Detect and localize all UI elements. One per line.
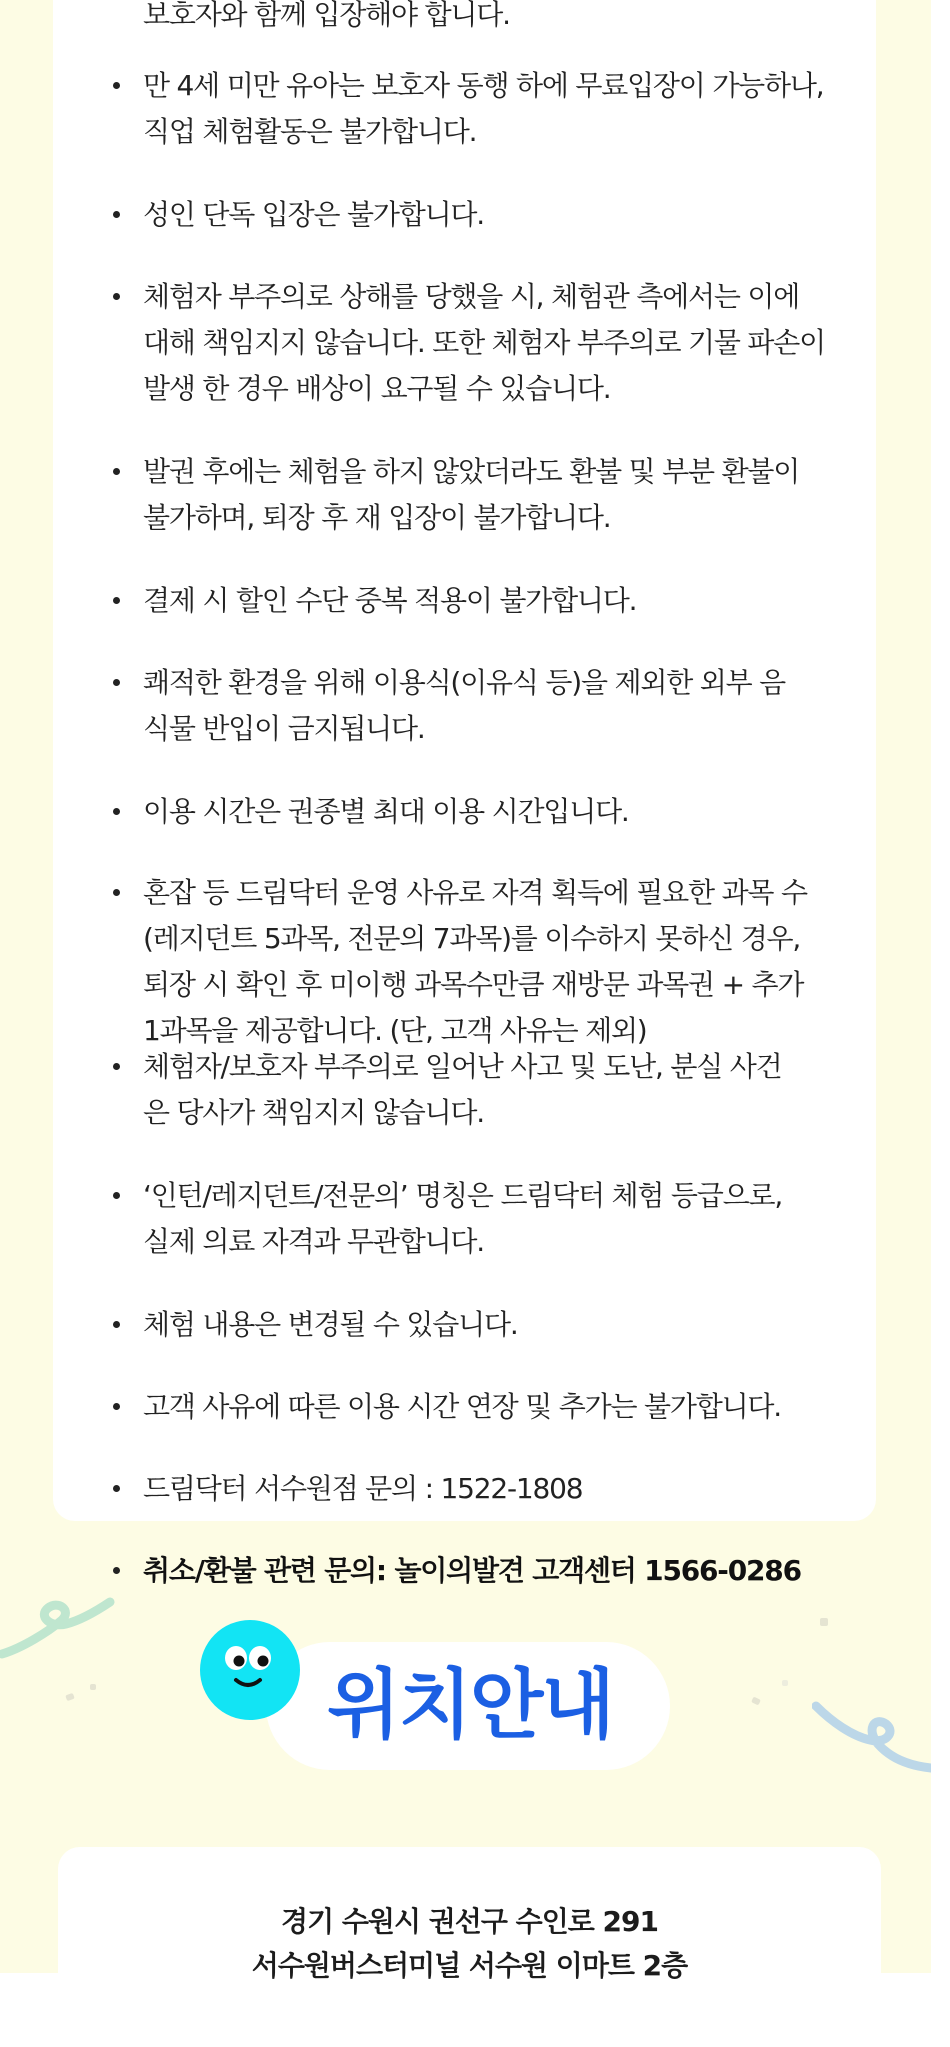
notice-line: 체험 내용은 변경될 수 있습니다. bbox=[143, 1308, 518, 1341]
address-line-1: 경기 수원시 권선구 수인로 291 bbox=[281, 1905, 658, 1938]
notice-line: 체험자 부주의로 상해를 당했을 시, 체험관 측에서는 이에 bbox=[143, 280, 800, 313]
notice-line: 1과목을 제공합니다. (단, 고객 사유는 제외) bbox=[143, 1014, 647, 1047]
notice-line: 대해 책임지지 않습니다. 또한 체험자 부주의로 기물 파손이 bbox=[143, 326, 825, 359]
bullet-icon bbox=[113, 889, 120, 896]
notice-line: 취소/환불 관련 문의: 놀이의발견 고객센터 1566-0286 bbox=[143, 1554, 801, 1587]
bullet-icon bbox=[113, 293, 120, 300]
notice-line: 결제 시 할인 수단 중복 적용이 불가합니다. bbox=[143, 584, 637, 617]
notice-line: 고객 사유에 따른 이용 시간 연장 및 추가는 불가합니다. bbox=[143, 1390, 781, 1423]
notice-card bbox=[53, 0, 876, 1587]
bullet-icon bbox=[113, 1567, 120, 1574]
bullet-icon bbox=[113, 211, 120, 218]
location-title: 위치안내 bbox=[327, 1660, 613, 1749]
bullet-icon bbox=[113, 1063, 120, 1070]
bullet-icon bbox=[113, 1192, 120, 1199]
notice-line: 만 4세 미만 유아는 보호자 동행 하에 무료입장이 가능하나, bbox=[143, 69, 824, 102]
notice-line: ‘인턴/레지던트/전문의’ 명칭은 드림닥터 체험 등급으로, bbox=[143, 1179, 783, 1212]
bullet-icon bbox=[113, 808, 120, 815]
notice-line: 불가하며, 퇴장 후 재 입장이 불가합니다. bbox=[143, 501, 611, 534]
bullet-icon bbox=[113, 679, 120, 686]
notice-line: 발생 한 경우 배상이 요구될 수 있습니다. bbox=[143, 372, 611, 405]
notice-line: 발권 후에는 체험을 하지 않았더라도 환불 및 부분 환불이 bbox=[143, 455, 800, 488]
notice-line: 보호자와 함께 입장해야 합니다. bbox=[143, 0, 510, 31]
bullet-icon bbox=[113, 597, 120, 604]
bullet-icon bbox=[113, 82, 120, 89]
notice-line: 식물 반입이 금지됩니다. bbox=[143, 712, 425, 745]
notice-line: 쾌적한 환경을 위해 이용식(이유식 등)을 제외한 외부 음 bbox=[143, 666, 786, 699]
notice-line: 드림닥터 서수원점 문의 : 1522-1808 bbox=[143, 1472, 583, 1505]
address-line-2: 서수원버스터미널 서수원 이마트 2층 bbox=[251, 1949, 688, 1982]
notice-line: 체험자/보호자 부주의로 일어난 사고 및 도난, 분실 사건 bbox=[143, 1050, 782, 1083]
bullet-icon bbox=[113, 468, 120, 475]
notice-line: 은 당사가 책임지지 않습니다. bbox=[143, 1096, 484, 1129]
sparkle-dots-decoration bbox=[60, 1680, 120, 1720]
notice-line: 혼잡 등 드림닥터 운영 사유로 자격 획득에 필요한 과목 수 bbox=[143, 876, 807, 909]
squiggle-left-decoration bbox=[0, 1588, 120, 1668]
notice-line: 실제 의료 자격과 무관합니다. bbox=[143, 1225, 484, 1258]
notice-line: 이용 시간은 권종별 최대 이용 시간입니다. bbox=[143, 795, 629, 828]
bullet-icon bbox=[113, 1403, 120, 1410]
bullet-icon bbox=[113, 1321, 120, 1328]
bullet-icon bbox=[113, 1485, 120, 1492]
notice-line: 퇴장 시 확인 후 미이행 과목수만큼 재방문 과목권 + 추가 bbox=[143, 968, 804, 1001]
notice-line: 성인 단독 입장은 불가합니다. bbox=[143, 198, 484, 231]
notice-line: 직업 체험활동은 불가합니다. bbox=[143, 115, 477, 148]
mascot-icon bbox=[198, 1618, 302, 1722]
notice-line: (레지던트 5과목, 전문의 7과목)를 이수하지 못하신 경우, bbox=[143, 922, 801, 955]
sparkle-right-decoration bbox=[740, 1610, 840, 1710]
